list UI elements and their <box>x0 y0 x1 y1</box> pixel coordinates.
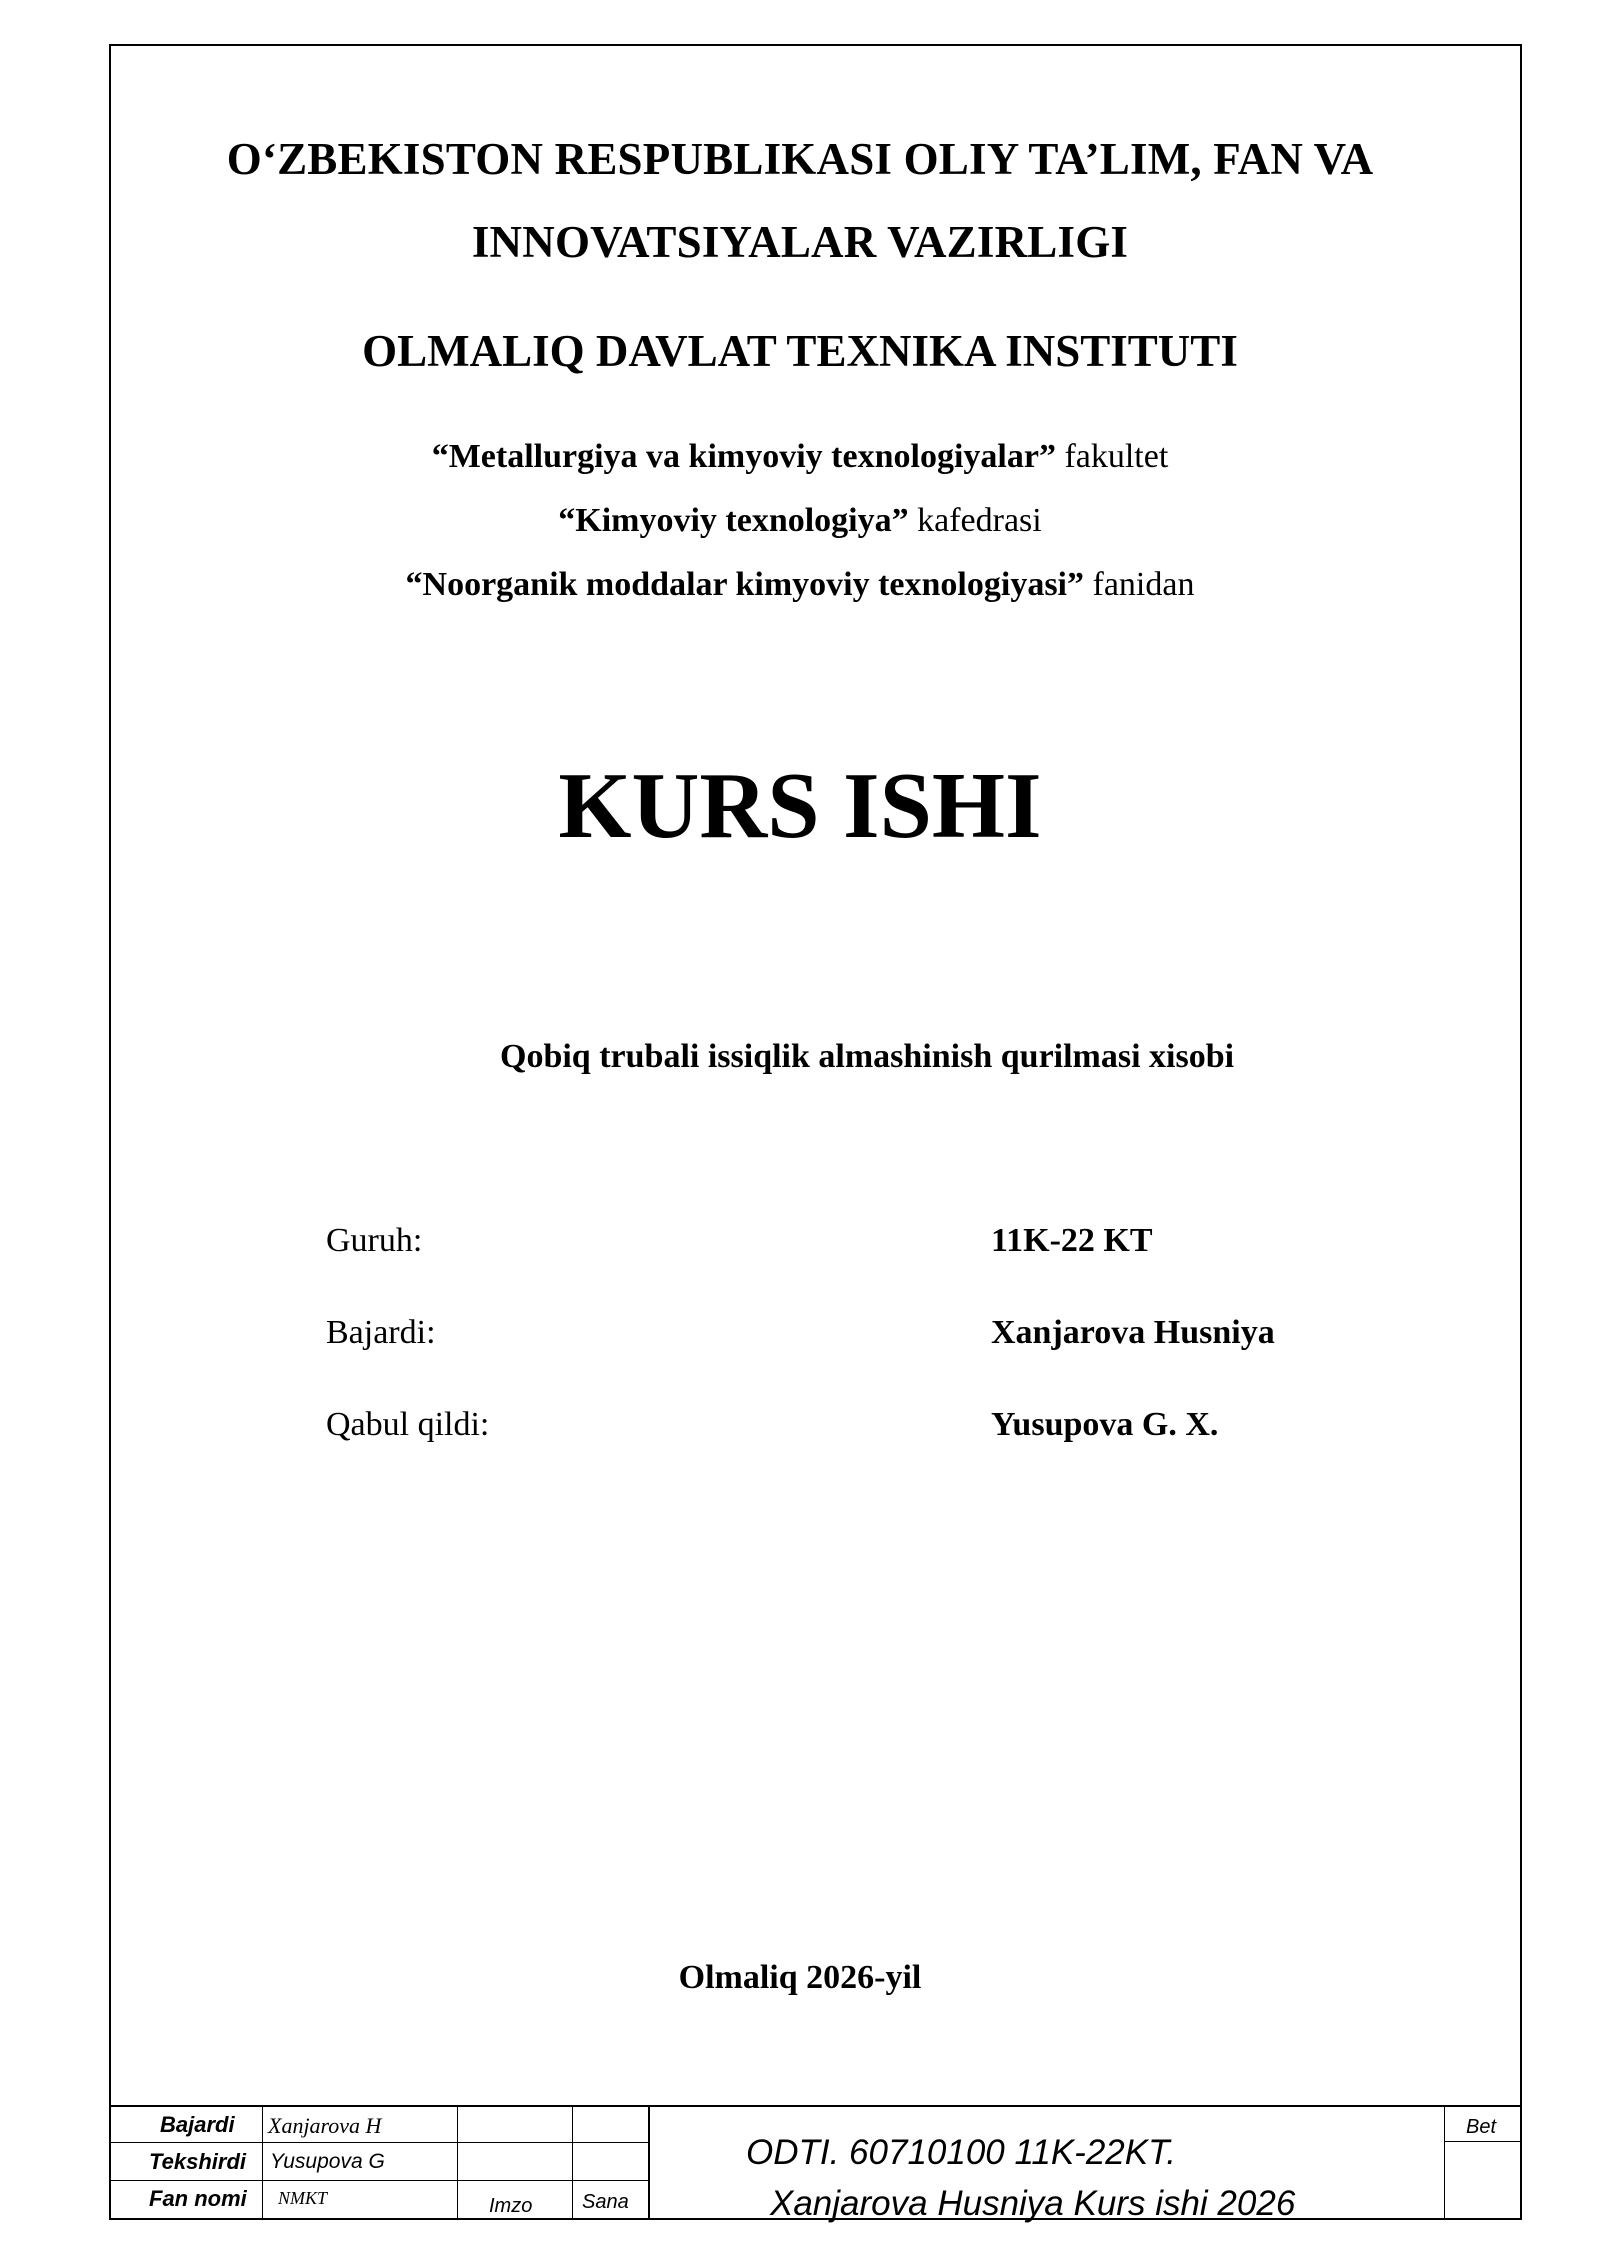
department-suffix: kafedrasi <box>908 502 1042 539</box>
stamp-col-divider <box>1444 2105 1445 2218</box>
ministry-line-1: O‘ZBEKISTON RESPUBLIKASI OLIY TA’LIM, FAN VA <box>226 134 1374 184</box>
stamp-role-bajardi: Bajardi <box>160 2112 235 2137</box>
group-label: Guruh: <box>326 1222 423 1259</box>
stamp-document-code: ODTI. 60710100 11K-22KT. <box>746 2133 1176 2172</box>
stamp-role-fan-nomi: Fan nomi <box>149 2186 247 2211</box>
stamp-col-divider <box>572 2105 573 2218</box>
stamp-col-divider <box>262 2105 263 2218</box>
faculty-suffix: fakultet <box>1055 438 1169 475</box>
stamp-row-divider <box>109 2180 649 2181</box>
subject-line <box>0 566 1600 604</box>
institute-name: OLMALIQ DAVLAT TEXNIKA INSTITUTI <box>362 326 1238 376</box>
stamp-row-divider <box>109 2142 649 2143</box>
subject-name: “Noorganik moddalar kimyoviy texnologiyasi” <box>405 566 1085 603</box>
stamp-role-tekshirdi: Tekshirdi <box>149 2149 246 2174</box>
stamp-document-title: Xanjarova Husniya Kurs ishi 2026 <box>770 2184 1296 2223</box>
stamp-top-border <box>109 2105 1522 2107</box>
faculty-name: “Metallurgiya va kimyoviy texnologiyalar” <box>431 438 1056 475</box>
faculty-line <box>0 438 1600 476</box>
stamp-col-divider <box>648 2105 650 2218</box>
stamp-name-tekshirdi: Yusupova G <box>270 2150 385 2173</box>
stamp-col-divider <box>457 2105 458 2218</box>
course-work-topic: Qobiq trubali issiqlik almashinish qurilmasi xisobi <box>500 1038 1235 1075</box>
accepted-by-label: Qabul qildi: <box>326 1406 490 1443</box>
stamp-date-label: Sana <box>582 2191 629 2213</box>
department-line <box>0 502 1600 540</box>
subject-suffix: fanidan <box>1084 566 1195 603</box>
stamp-name-bajardi: Xanjarova H <box>268 2113 382 2138</box>
stamp-page-label: Bet <box>1466 2116 1497 2138</box>
city-year: Olmaliq 2026-yil <box>678 1959 922 1996</box>
ministry-line-2: INNOVATSIYALAR VAZIRLIGI <box>471 217 1129 267</box>
performer-label: Bajardi: <box>326 1314 436 1351</box>
stamp-name-fan-nomi: NMKT <box>278 2188 328 2208</box>
accepted-by-value: Yusupova G. X. <box>991 1406 1219 1443</box>
stamp-signature-label: Imzo <box>489 2195 533 2217</box>
document-type-title: KURS ISHI <box>558 754 1042 858</box>
group-value: 11K-22 KT <box>991 1222 1153 1259</box>
department-name: “Kimyoviy texnologiya” <box>558 502 909 539</box>
performer-value: Xanjarova Husniya <box>991 1314 1275 1351</box>
stamp-page-divider <box>1444 2141 1522 2142</box>
